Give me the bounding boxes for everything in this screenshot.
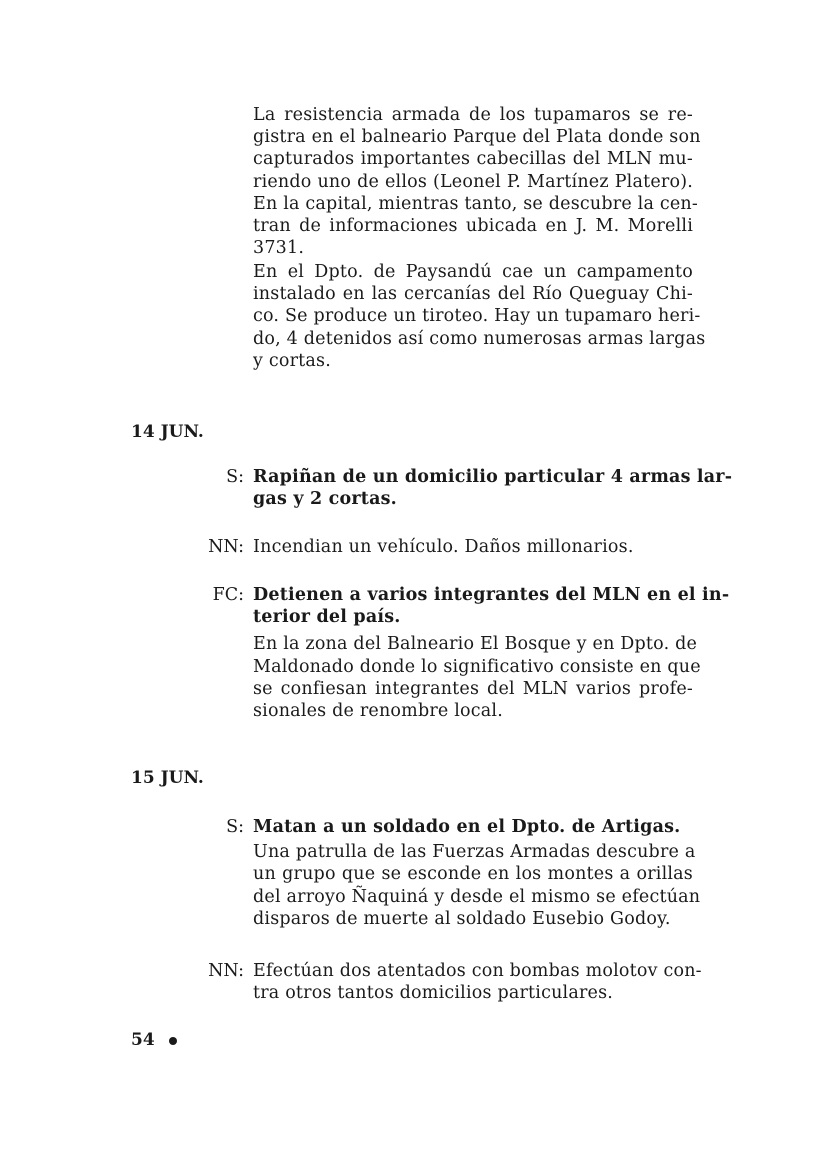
text-line: y cortas.	[253, 350, 331, 371]
text-line: riendo uno de ellos (Leonel P. Martínez Platero).	[253, 171, 693, 192]
text-line: Incendian un vehículo. Daños millonarios.	[253, 537, 634, 557]
text-line: se confiesan integrantes del MLN varios profe-	[253, 678, 693, 699]
text-line: capturados importantes cabecillas del MLN mu-	[253, 149, 693, 170]
text-line: instalado en las cercanías del Río Queguay Chi-	[253, 284, 693, 305]
text-line: terior del país.	[253, 607, 401, 628]
entry-code-nn: NN:	[208, 537, 244, 557]
text-line: Efectúan dos atentados con bombas molotov con-	[253, 961, 702, 981]
text-line: gistra en el balneario Parque del Plata donde son	[253, 127, 701, 148]
text-line: do, 4 detenidos así como numerosas armas largas	[253, 328, 706, 349]
text-line: En el Dpto. de Paysandú cae un campamento	[253, 262, 693, 282]
text-line: 3731.	[253, 238, 305, 259]
page-number: 54	[131, 1030, 155, 1050]
text-line: un grupo que se esconde en los montes a orillas	[253, 864, 693, 885]
text-line: gas y 2 cortas.	[253, 489, 397, 510]
entry-code-fc: FC:	[212, 585, 244, 605]
text-line: Detienen a varios integrantes del MLN en el in-	[253, 585, 730, 605]
entry-code-s: S:	[226, 467, 244, 487]
text-line: Rapiñan de un domicilio particular 4 armas lar-	[253, 467, 733, 487]
entry-nn-vehicle-fire	[253, 536, 693, 558]
text-line: La resistencia armada de los tupamaros se re-	[253, 105, 693, 125]
paragraph-tupamaros-resistance	[253, 104, 701, 259]
entry-s-robbery	[253, 466, 733, 510]
entry-code-nn: NN:	[208, 961, 244, 981]
text-line: En la capital, mientras tanto, se descubre la cen-	[253, 193, 698, 214]
page-footer	[131, 1030, 177, 1050]
text-line: Matan a un soldado en el Dpto. de Artigas.	[253, 817, 681, 837]
text-line: sionales de renombre local.	[253, 701, 503, 722]
text-line: del arroyo Ñaquiná y desde el mismo se efectúan	[253, 886, 701, 907]
paragraph-paysandu-camp	[253, 261, 706, 372]
entry-fc-detentions	[253, 584, 730, 722]
text-line: Maldonado donde lo significativo consiste en que	[253, 656, 701, 677]
text-line: disparos de muerte al soldado Eusebio Godoy.	[253, 908, 671, 929]
text-line: tra otros tantos domicilios particulares.	[253, 983, 614, 1004]
date-heading-14-jun: 14 JUN.	[131, 422, 204, 442]
text-line: Una patrulla de las Fuerzas Armadas descubre a	[253, 842, 696, 863]
text-line: co. Se produce un tiroteo. Hay un tupamaro heri-	[253, 306, 701, 327]
entry-s-soldier-killed	[253, 816, 701, 930]
text-line: En la zona del Balneario El Bosque y en Dpto. de	[253, 634, 698, 655]
bullet-icon	[169, 1037, 177, 1045]
entry-nn-molotov-attacks	[253, 960, 702, 1004]
entry-code-s: S:	[226, 817, 244, 837]
text-line: tran de informaciones ubicada en J. M. Morelli	[253, 216, 693, 237]
date-heading-15-jun: 15 JUN.	[131, 768, 204, 788]
